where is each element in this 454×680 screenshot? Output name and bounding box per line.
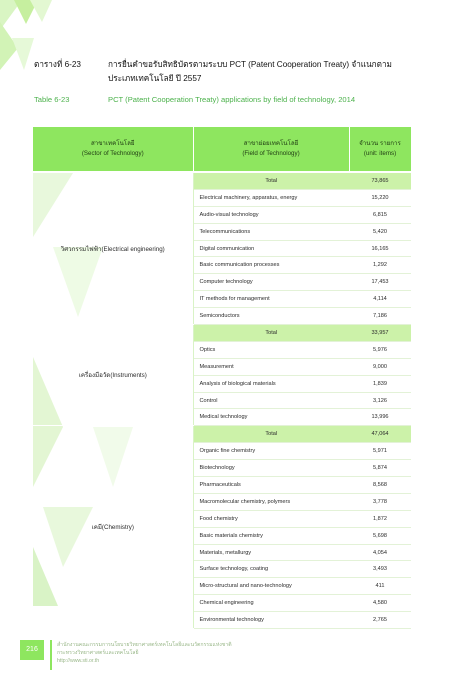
field-value-cell: 2,765 <box>349 612 411 629</box>
total-label-cell: Total <box>193 325 349 342</box>
field-value-cell: 4,580 <box>349 595 411 612</box>
field-name-cell: Analysis of biological materials <box>193 375 349 392</box>
field-name-cell: Micro-structural and nano-technology <box>193 578 349 595</box>
field-value-cell: 17,453 <box>349 274 411 291</box>
field-name-cell: Surface technology, coating <box>193 561 349 578</box>
total-label-cell: Total <box>193 172 349 189</box>
field-value-cell: 6,815 <box>349 206 411 223</box>
table-caption-english: PCT (Patent Cooperation Treaty) applications by field of technology, 2014 <box>108 95 356 104</box>
field-name-cell: Basic communication processes <box>193 257 349 274</box>
field-value-cell: 16,165 <box>349 240 411 257</box>
field-name-cell: Telecommunications <box>193 223 349 240</box>
field-value-cell: 3,126 <box>349 392 411 409</box>
field-name-cell: Electrical machinery, apparatus, energy <box>193 189 349 206</box>
field-value-cell: 7,186 <box>349 308 411 325</box>
footer-divider <box>50 640 52 670</box>
footer-publisher <box>57 641 232 665</box>
field-value-cell: 411 <box>349 578 411 595</box>
field-value-cell: 5,874 <box>349 460 411 477</box>
table-caption-thai: การยื่นคำขอรับสิทธิบัตรตามระบบ PCT (Patent Cooperation Treaty) จำแนกตามประเภทเทคโนโลยี ปี 2557 <box>108 60 392 83</box>
field-name-cell: Control <box>193 392 349 409</box>
field-value-cell: 4,054 <box>349 544 411 561</box>
footer-line-url: http://www.sti.or.th <box>57 658 100 664</box>
field-value-cell: 8,568 <box>349 477 411 494</box>
field-name-cell: Food chemistry <box>193 510 349 527</box>
header-sector-english: (Sector of Technology) <box>81 150 144 157</box>
field-value-cell: 1,872 <box>349 510 411 527</box>
footer-line-ministry: กระทรวงวิทยาศาสตร์และเทคโนโลยี <box>57 650 139 656</box>
header-count-thai: จำนวน รายการ <box>359 140 401 147</box>
field-name-cell: Macromolecular chemistry, polymers <box>193 493 349 510</box>
table-number-english: Table 6-23 <box>34 95 70 104</box>
sector-name-cell: เคมี(Chemistry) <box>33 426 193 629</box>
field-value-cell: 13,996 <box>349 409 411 426</box>
header-field <box>193 127 349 172</box>
field-name-cell: Computer technology <box>193 274 349 291</box>
field-value-cell: 5,971 <box>349 443 411 460</box>
field-name-cell: IT methods for management <box>193 291 349 308</box>
field-name-cell: Pharmaceuticals <box>193 477 349 494</box>
field-value-cell: 4,114 <box>349 291 411 308</box>
field-name-cell: Organic fine chemistry <box>193 443 349 460</box>
header-count-english: (unit: items) <box>363 150 397 157</box>
field-name-cell: Measurement <box>193 358 349 375</box>
pct-applications-table <box>33 127 412 629</box>
field-name-cell: Chemical engineering <box>193 595 349 612</box>
header-count <box>349 127 411 172</box>
sector-name-cell: วิศวกรรมไฟฟ้า(Electrical engineering) <box>33 172 193 325</box>
field-value-cell: 3,778 <box>349 493 411 510</box>
field-value-cell: 1,839 <box>349 375 411 392</box>
field-name-cell: Biotechnology <box>193 460 349 477</box>
total-row <box>33 172 411 189</box>
field-value-cell: 5,698 <box>349 527 411 544</box>
field-name-cell: Audio-visual technology <box>193 206 349 223</box>
table-number-thai: ตารางที่ 6-23 <box>34 60 81 69</box>
header-field-english: (Field of Technology) <box>242 150 300 157</box>
page-number: 216 <box>26 646 38 653</box>
field-value-cell: 5,420 <box>349 223 411 240</box>
header-field-thai: สาขาย่อยเทคโนโลยี <box>243 140 299 147</box>
footer-line-agency: สำนักงานคณะกรรมการนโยบายวิทยาศาสตร์เทคโนโลยีและนวัตกรรมแห่งชาติ <box>57 642 232 648</box>
field-value-cell: 9,000 <box>349 358 411 375</box>
field-value-cell: 3,493 <box>349 561 411 578</box>
field-value-cell: 15,220 <box>349 189 411 206</box>
total-row <box>33 426 411 443</box>
total-value-cell: 47,064 <box>349 426 411 443</box>
header-sector-thai: สาขาเทคโนโลยี <box>90 140 135 147</box>
field-name-cell: Environmental technology <box>193 612 349 629</box>
total-value-cell: 73,865 <box>349 172 411 189</box>
page-number-box <box>20 640 44 660</box>
field-value-cell: 1,292 <box>349 257 411 274</box>
field-name-cell: Semiconductors <box>193 308 349 325</box>
field-name-cell: Medical technology <box>193 409 349 426</box>
pct-table-container <box>33 127 411 624</box>
table-body <box>33 172 411 629</box>
corner-triangle-decoration <box>0 0 60 95</box>
total-label-cell: Total <box>193 426 349 443</box>
field-value-cell: 5,976 <box>349 341 411 358</box>
field-name-cell: Digital communication <box>193 240 349 257</box>
sector-name-cell: เครื่องมือวัด(Instruments) <box>33 325 193 426</box>
total-value-cell: 33,957 <box>349 325 411 342</box>
total-row <box>33 325 411 342</box>
table-header-row <box>33 127 411 172</box>
field-name-cell: Materials, metallurgy <box>193 544 349 561</box>
field-name-cell: Optics <box>193 341 349 358</box>
header-sector <box>33 127 193 172</box>
field-name-cell: Basic materials chemistry <box>193 527 349 544</box>
